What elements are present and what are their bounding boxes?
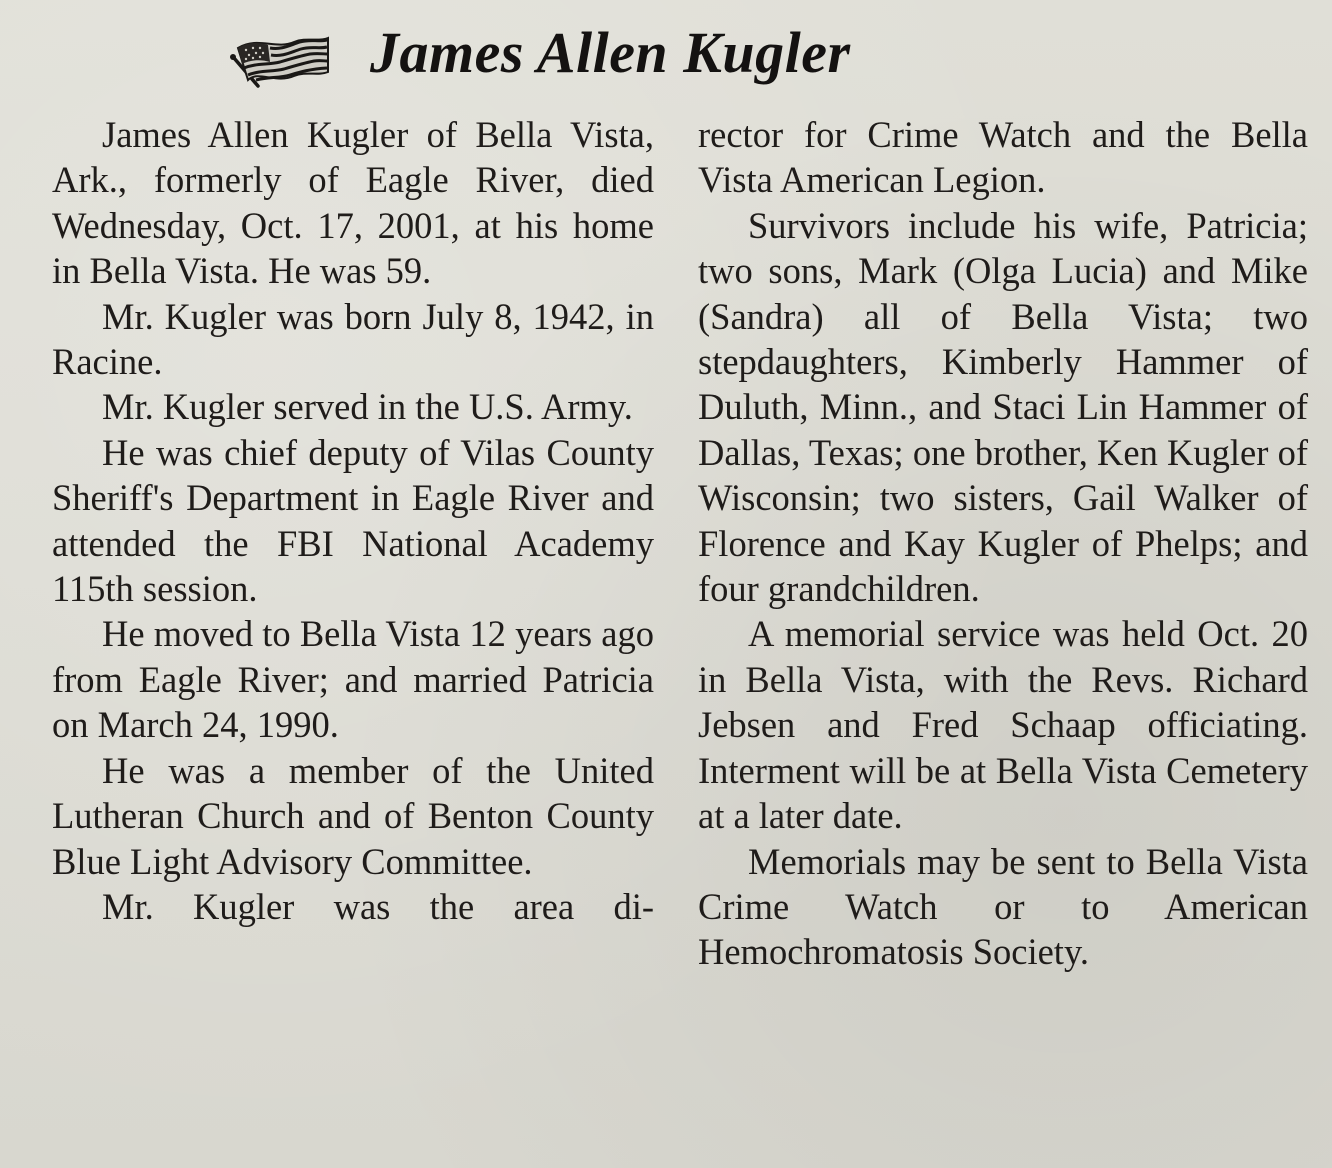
paragraph-crime-watch-continued: rector for Crime Watch and the Bella Vista American Legion.: [698, 114, 1308, 201]
right-column: [698, 112, 1308, 975]
headline: [0, 14, 1332, 94]
left-column: [52, 112, 654, 929]
paragraph-survivors: Survivors include his wife, Patricia; two sons, Mark (Olga Lucia) and Mike (Sandra) all of Bella Vista; two stepdaughters, Kimberly Hammer of Duluth, Minn., and Staci Lin Hammer of Dallas, Texas; one brother, Ken Kugler of Wisconsin; two sisters, Gail Walker of Florence and Kay Kugler of Phelps; and four grandchildren.: [698, 204, 1308, 610]
paragraph-career: He was chief deputy of Vilas County Sheriff's Department in Eagle River and attended the FBI National Academy 115th session.: [52, 431, 654, 610]
paragraph-birth: Mr. Kugler was born July 8, 1942, in Racine.: [52, 295, 654, 383]
paragraph-memberships: He was a member of the United Lutheran Church and of Benton County Blue Light Advisory Committee.: [52, 749, 654, 882]
obituary-title: James Allen Kugler: [370, 20, 851, 85]
paragraph-memorials: Memorials may be sent to Bella Vista Crime Watch or to American Hemochromatosis Society.: [698, 840, 1308, 973]
paragraph-military-service: Mr. Kugler served in the U.S. Army.: [102, 386, 633, 428]
american-flag-icon: [228, 28, 332, 90]
paragraph-move-marriage: He moved to Bella Vista 12 years ago from Eagle River; and married Patricia on March 24, 1990.: [52, 613, 654, 746]
paragraph-crime-watch-start: Mr. Kugler was the area di-: [102, 885, 654, 927]
paragraph-memorial-service: A memorial service was held Oct. 20 in Bella Vista, with the Revs. Richard Jebsen and Fred Schaap officiating. Interment will be at Bella Vista Cemetery at a later date.: [698, 613, 1308, 837]
paragraph-death-notice: James Allen Kugler of Bella Vista, Ark., formerly of Eagle River, died Wednesday, Oct. 17, 2001, at his home in Bella Vista. He was 59.: [52, 114, 654, 292]
